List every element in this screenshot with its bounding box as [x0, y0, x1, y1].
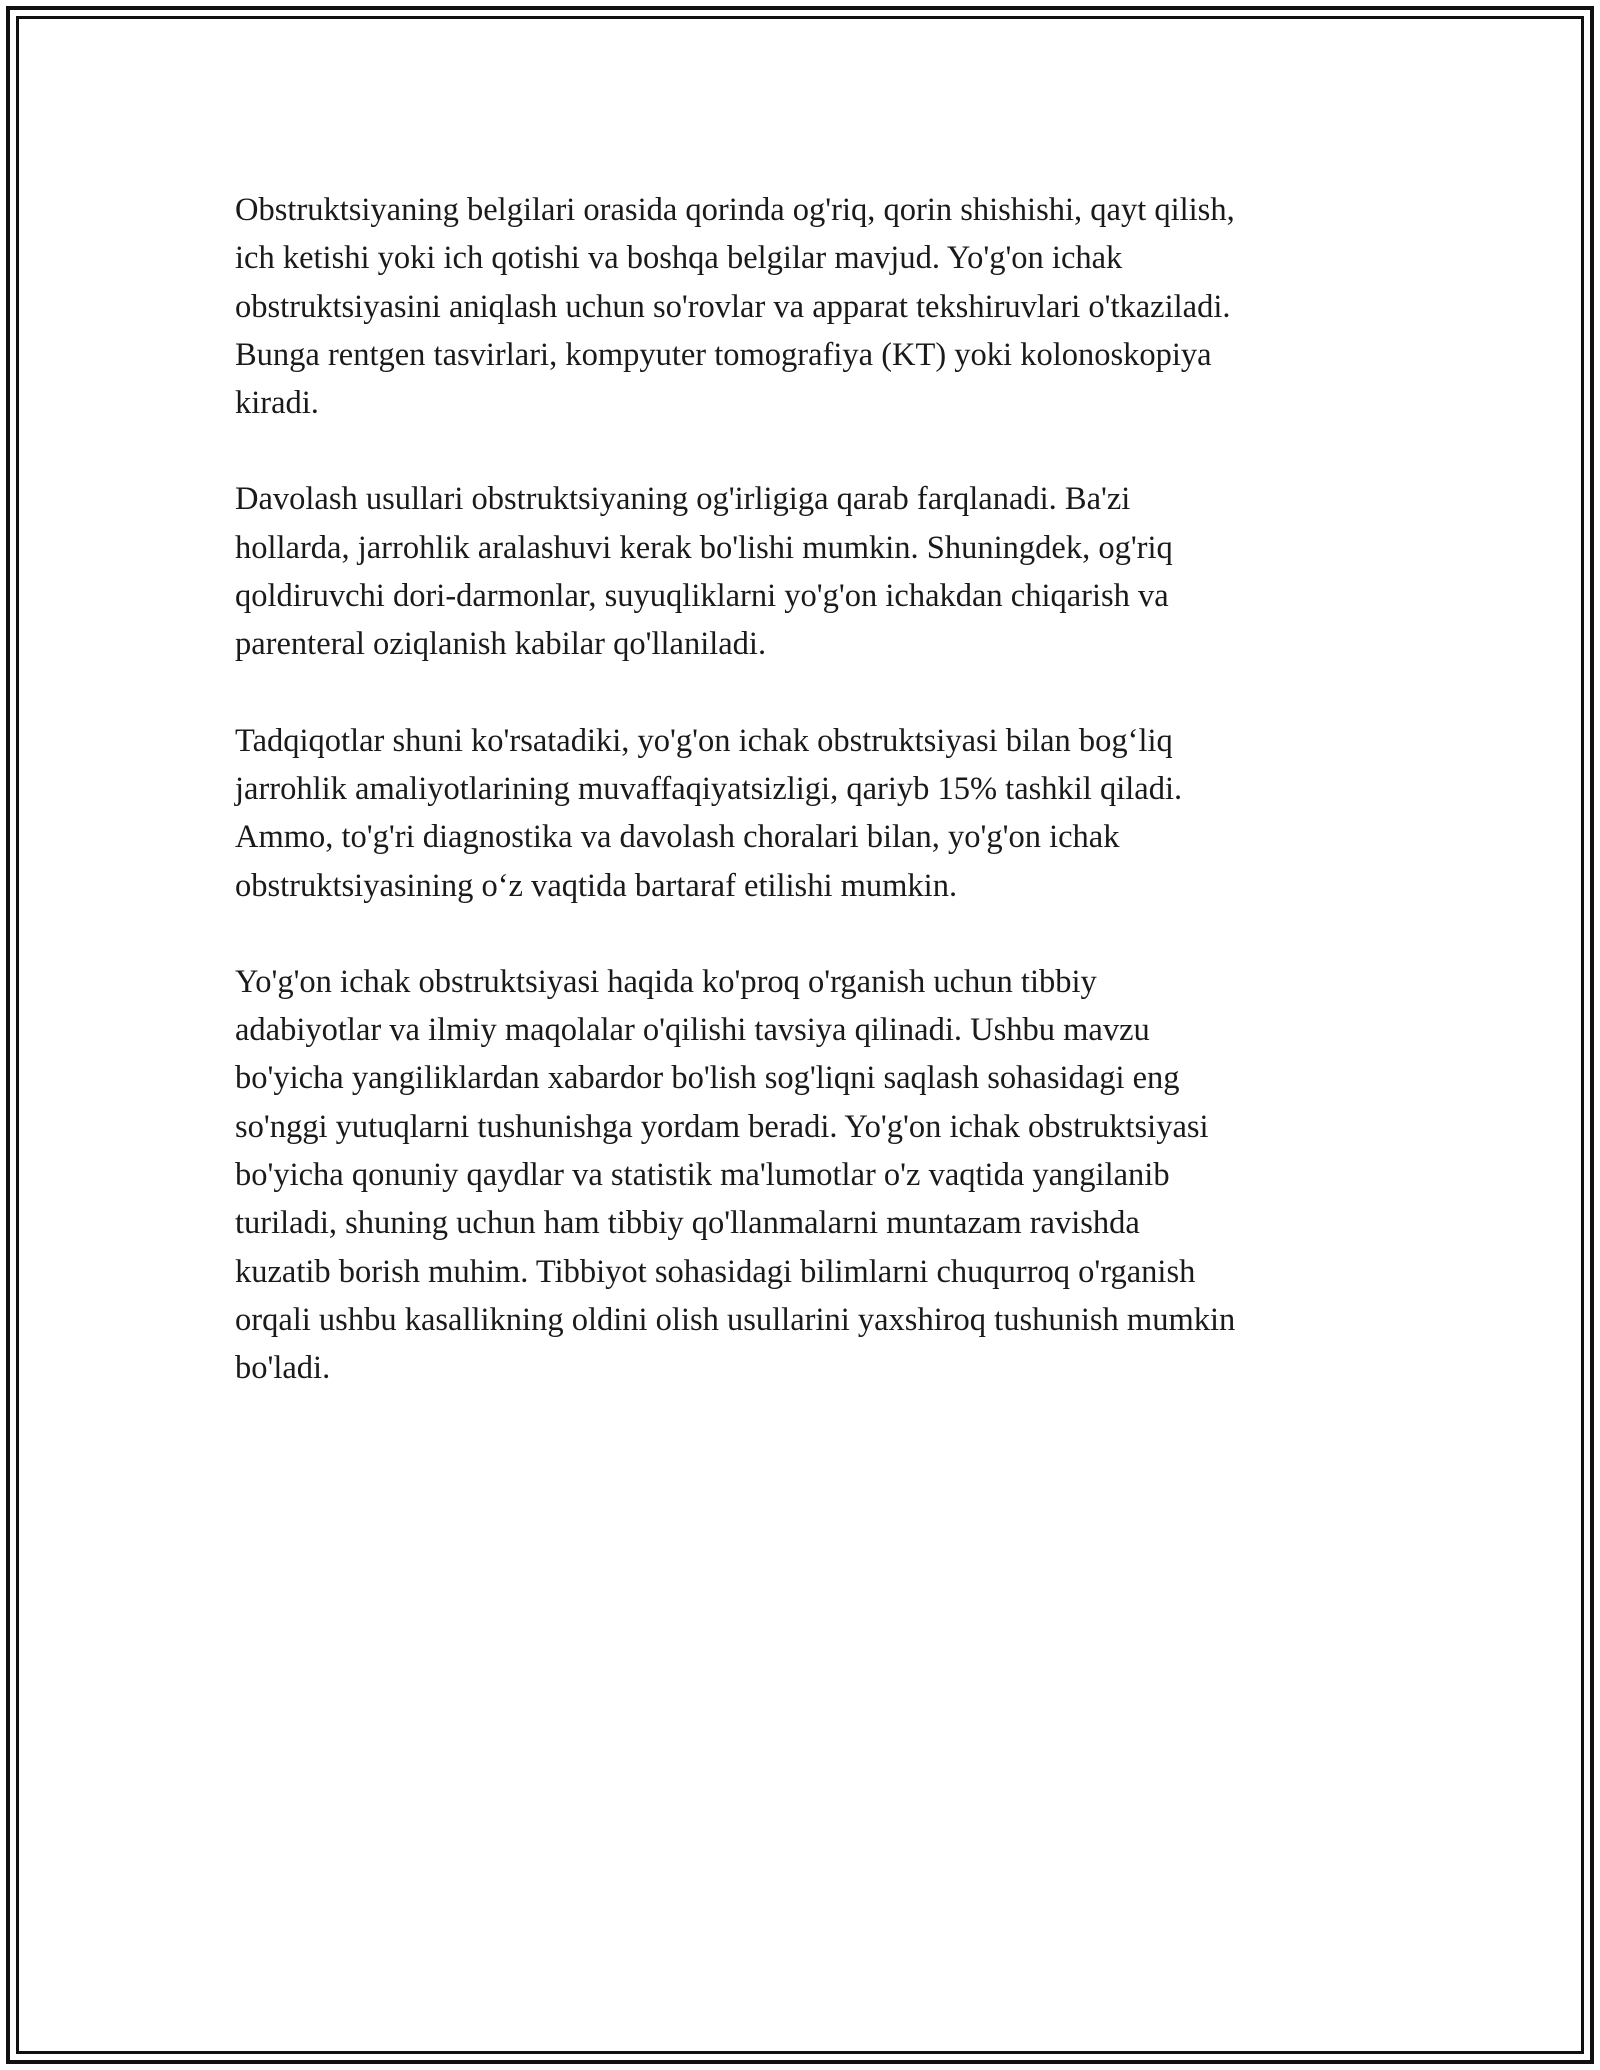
paragraph-symptoms: Obstruktsiyaning belgilari orasida qorinda og'riq, qorin shishishi, qayt qilish, ich ketishi yoki ich qotishi va boshqa belgilar mavjud. Yo'g'on ichak obstruktsiyasini aniqlash uchun so'rovlar va apparat tekshiruvlari o'tkaziladi. Bunga rentgen tasvirlari, kompyuter tomografiya (KT) yoki kolonoskopiya kiradi.: [235, 192, 1235, 422]
document-body: [235, 186, 1385, 1441]
paragraph-treatment: Davolash usullari obstruktsiyaning og'irligiga qarab farqlanadi. Ba'zi hollarda, jarrohlik aralashuvi kerak bo'lishi mumkin. Shuningdek, og'riq qoldiruvchi dori-darmonlar, suyuqliklarni yo'g'on ichakdan chiqarish va parenteral oziqlanish kabilar qo'llaniladi.: [235, 481, 1173, 663]
paragraph-further-reading: Yo'g'on ichak obstruktsiyasi haqida ko'proq o'rganish uchun tibbiy adabiyotlar va ilmiy maqolalar o'qilishi tavsiya qilinadi. Ushbu mavzu bo'yicha yangiliklardan xabardor bo'lish sog'liqni saqlash sohasidagi eng so'nggi yutuqlarni tushunishga yordam beradi. Yo'g'on ichak obstruktsiyasi bo'yicha qonuniy qaydlar va statistik ma'lumotlar o'z vaqtida yangilanib turiladi, shuning uchun ham tibbiy qo'llanmalarni muntazam ravishda kuzatib borish muhim. Tibbiyot sohasidagi bilimlarni chuqurroq o'rganish orqali ushbu kasallikning oldini olish usullarini yaxshiroq tushunish mumkin bo'ladi.: [235, 963, 1236, 1387]
paragraph-research: Tadqiqotlar shuni ko'rsatadiki, yo'g'on ichak obstruktsiyasi bilan bog‘liq jarrohlik amaliyotlarining muvaffaqiyatsizligi, qariyb 15% tashkil qiladi. Ammo, to'g'ri diagnostika va davolash choralari bilan, yo'g'on ichak obstruktsiyasining o‘z vaqtida bartaraf etilishi mumkin.: [235, 722, 1183, 904]
